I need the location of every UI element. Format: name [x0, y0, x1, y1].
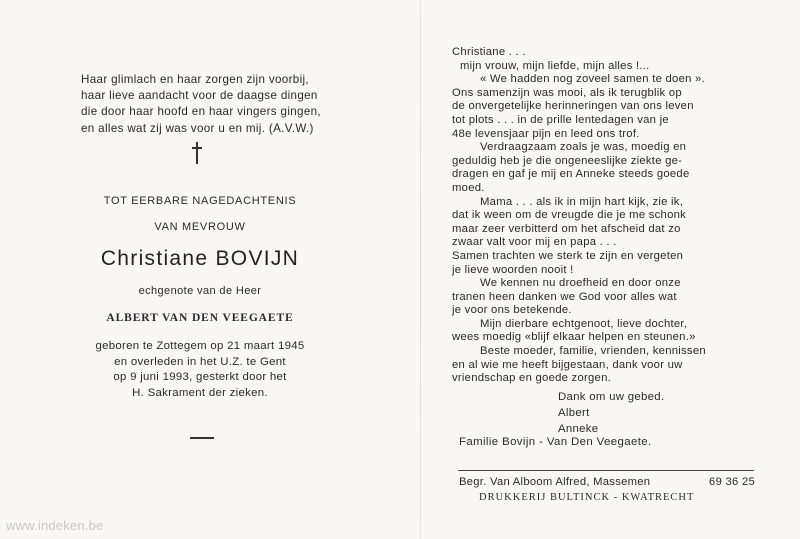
divider-dash — [190, 437, 214, 439]
poem-line: Haar glimlach en haar zorgen zijn voorbij, — [81, 73, 310, 86]
letter-line: 48e levensjaar pijn en leed ons trof. — [452, 127, 640, 140]
poem-line: haar lieve aandacht voor de daagse dingen — [81, 89, 318, 103]
letter-line: moed. — [452, 181, 485, 194]
thanks-line: Dank om uw gebed. — [558, 391, 665, 403]
letter-paragraph — [452, 345, 752, 386]
poem-line: en alles wat zij was voor u en mij. (A.V.W.) — [81, 121, 314, 135]
letter-line: zwaar valt voor mij en papa . . . — [452, 236, 617, 249]
letter-line: je lieve woorden nooit ! — [452, 263, 574, 276]
letter-line: tranen heen danken we God voor alles wat — [452, 290, 677, 303]
biography — [0, 339, 400, 401]
spouse-label: echgenote van de Heer — [138, 285, 262, 297]
family-signature: Familie Bovijn - Van Den Veegaete. — [459, 436, 652, 448]
bio-line: geboren te Zottegem op 21 maart 1945 — [95, 340, 305, 352]
letter-line: wees moedig «blijf elkaar helpen en steunen.» — [452, 331, 696, 344]
funeral-home-line — [459, 476, 755, 488]
letter-line: maar zeer verbitterd om het afscheid dat zo — [452, 222, 681, 235]
bio-line: H. Sakrament der zieken. — [132, 386, 268, 399]
letter-line: Ons samenzijn was mooi, als ik terugblik op — [452, 86, 682, 99]
thanks-block — [558, 389, 664, 437]
letter-text — [452, 46, 752, 386]
letter-line: Mama . . . als ik in mijn hart kijk, zie ik, — [480, 195, 684, 208]
bio-line: en overleden in het U.Z. te Gent — [114, 355, 286, 368]
letter-line: de onvergetelijke herinneringen van ons leven — [452, 100, 694, 113]
letter-line: Samen trachten we sterk te zijn en vergeten — [452, 249, 684, 262]
funeral-phone: 69 36 25 — [709, 476, 755, 488]
letter-line: « We hadden nog zoveel samen te doen ». — [480, 73, 705, 86]
letter-line: je voor ons betekende. — [452, 304, 572, 317]
dedication-line: TOT EERBARE NAGEDACHTENIS — [103, 195, 297, 207]
deceased-name: Christiane BOVIJN — [100, 247, 300, 270]
letter-line: geduldig heb je die ongeneeslijke ziekte ge- — [452, 154, 683, 167]
poem — [81, 72, 381, 137]
letter-line: We kennen nu droefheid en door onze — [480, 277, 681, 290]
letter-line: Verdraagzaam zoals je was, moedig en — [480, 141, 687, 154]
letter-paragraph — [452, 46, 752, 73]
letter-line: mijn vrouw, mijn liefde, mijn alles !... — [460, 59, 650, 72]
letter-paragraph — [452, 73, 752, 141]
signature-name: Albert — [558, 407, 590, 419]
printer-credit: DRUKKERIJ BULTINCK - KWATRECHT — [479, 492, 695, 503]
letter-line: Beste moeder, familie, vrienden, kennissen — [480, 345, 706, 358]
dedication-title: VAN MEVROUW — [154, 221, 246, 233]
funeral-home: Begr. Van Alboom Alfred, Massemen — [459, 476, 651, 488]
spouse-name: ALBERT VAN DEN VEEGAETE — [106, 312, 294, 324]
letter-line: Mijn dierbare echtgenoot, lieve dochter, — [480, 317, 688, 330]
card-fold — [420, 0, 421, 539]
footer-rule — [458, 470, 754, 471]
letter-line: dat ik ween om de vreugde die je me schonk — [452, 209, 687, 222]
letter-paragraph — [452, 318, 752, 345]
letter-paragraph — [452, 141, 752, 195]
letter-paragraph — [452, 277, 752, 318]
letter-paragraph — [452, 196, 752, 278]
poem-line: die door haar hoofd en haar vingers gingen, — [81, 105, 322, 119]
letter-line: tot plots . . . in de prille lentedagen van je — [452, 113, 669, 126]
watermark: www.indeken.be — [6, 518, 104, 533]
cross-icon — [190, 142, 204, 164]
letter-line: en al wie me heeft bijgestaan, dank voor uw — [452, 358, 683, 371]
letter-line: dragen en gaf je mij en Anneke steeds goede — [452, 168, 690, 181]
letter-line: vriendschap en goede zorgen. — [452, 372, 611, 385]
letter-line: Christiane . . . — [452, 46, 526, 58]
signature-name: Anneke — [558, 423, 599, 435]
bio-line: op 9 juni 1993, gesterkt door het — [113, 371, 287, 383]
